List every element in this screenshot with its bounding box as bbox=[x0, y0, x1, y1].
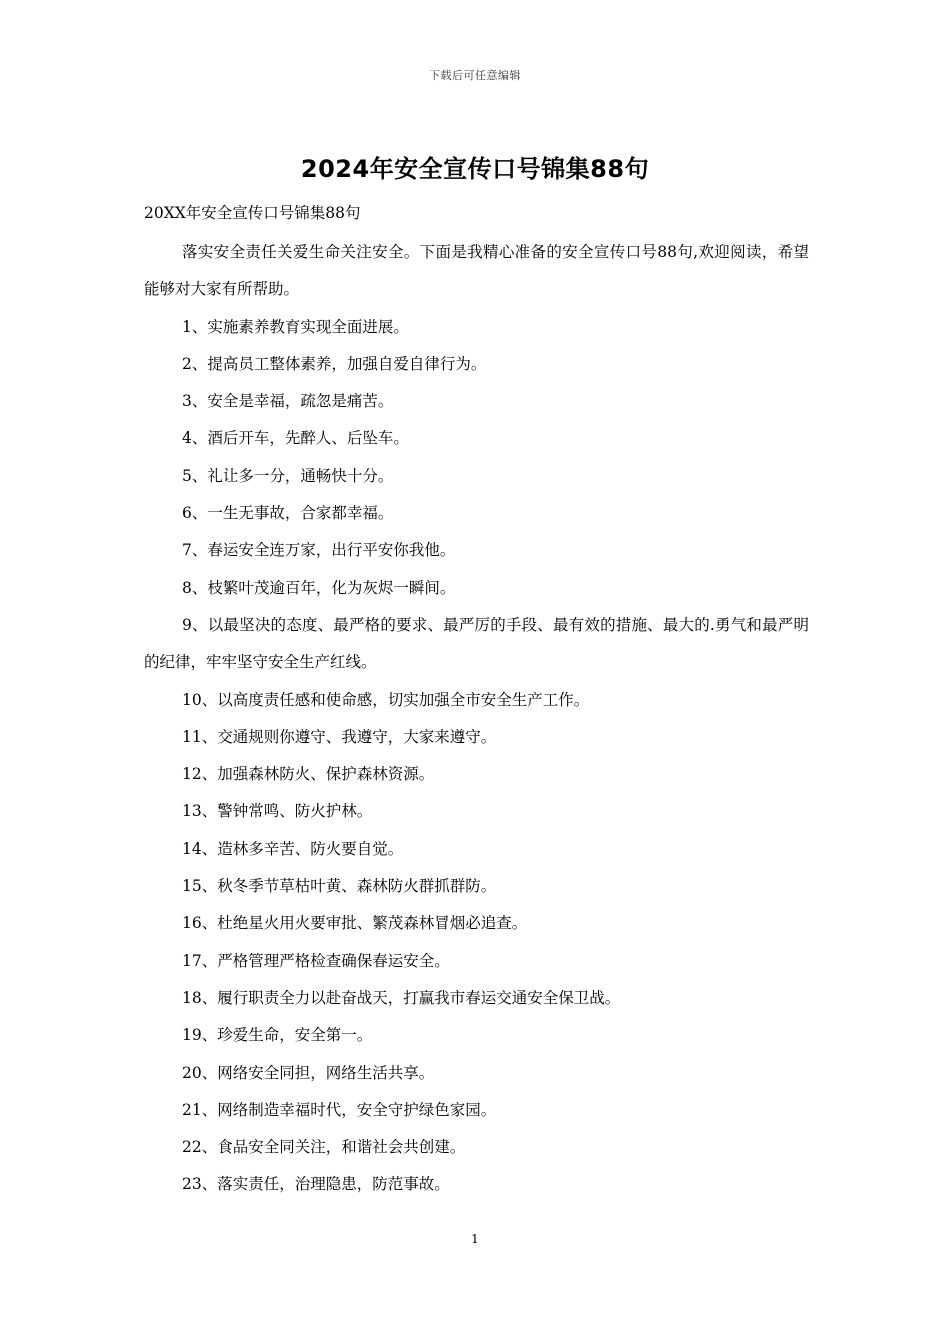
slogan-item: 21、网络制造幸福时代，安全守护绿色家园。 bbox=[182, 1100, 497, 1119]
document-body bbox=[144, 234, 809, 1204]
slogan-item: 1、实施素养教育实现全面进展。 bbox=[182, 317, 409, 336]
slogan-item: 13、警钟常鸣、防火护林。 bbox=[182, 802, 373, 821]
slogan-item: 17、严格管理严格检查确保春运安全。 bbox=[182, 951, 450, 970]
document-subtitle: 20XX年安全宣传口号锦集88句 bbox=[144, 204, 361, 222]
slogan-item: 15、秋冬季节草枯叶黄、森林防火群抓群防。 bbox=[182, 877, 497, 896]
slogan-item: 16、杜绝星火用火要审批、繁茂森林冒烟必追查。 bbox=[182, 914, 528, 933]
slogan-item: 19、珍爱生命，安全第一。 bbox=[182, 1026, 373, 1045]
slogan-item: 6、一生无事故，合家都幸福。 bbox=[182, 504, 394, 523]
slogan-item: 20、网络安全同担，网络生活共享。 bbox=[182, 1063, 435, 1082]
slogan-item: 2、提高员工整体素养，加强自爱自律行为。 bbox=[182, 354, 487, 373]
slogan-item: 4、酒后开车，先醉人、后坠车。 bbox=[182, 429, 409, 448]
slogan-item: 7、春运安全连万家，出行平安你我他。 bbox=[182, 541, 456, 560]
intro-paragraph: 落实安全责任关爱生命关注安全。下面是我精心准备的安全宣传口号88句,欢迎阅读，希望能够对大家有所帮助。 bbox=[144, 243, 809, 299]
slogan-item: 22、食品安全同关注，和谐社会共创建。 bbox=[182, 1138, 466, 1157]
slogan-item: 5、礼让多一分，通畅快十分。 bbox=[182, 466, 394, 485]
slogan-item: 18、履行职责全力以赴奋战天，打赢我市春运交通安全保卫战。 bbox=[182, 988, 621, 1007]
slogan-item: 23、落实责任，治理隐患，防范事故。 bbox=[182, 1175, 450, 1194]
slogan-item: 9、以最坚决的态度、最严格的要求、最严厉的手段、最有效的措施、最大的.勇气和最严明的纪律，牢牢坚守安全生产红线。 bbox=[144, 615, 809, 672]
slogan-item: 14、造林多辛苦、防火要自觉。 bbox=[182, 839, 404, 858]
page-number: 1 bbox=[471, 1232, 479, 1246]
slogan-item: 8、枝繁叶茂逾百年，化为灰烬一瞬间。 bbox=[182, 578, 456, 597]
slogan-item: 10、以高度责任感和使命感，切实加强全市安全生产工作。 bbox=[182, 690, 590, 709]
slogan-item: 3、安全是幸福，疏忽是痛苦。 bbox=[182, 392, 394, 411]
header-note: 下载后可任意编辑 bbox=[429, 69, 521, 82]
slogan-item: 11、交通规则你遵守、我遵守，大家来遵守。 bbox=[182, 727, 497, 746]
slogan-item: 12、加强森林防火、保护森林资源。 bbox=[182, 765, 435, 784]
document-title: 2024年安全宣传口号锦集88句 bbox=[300, 155, 650, 183]
